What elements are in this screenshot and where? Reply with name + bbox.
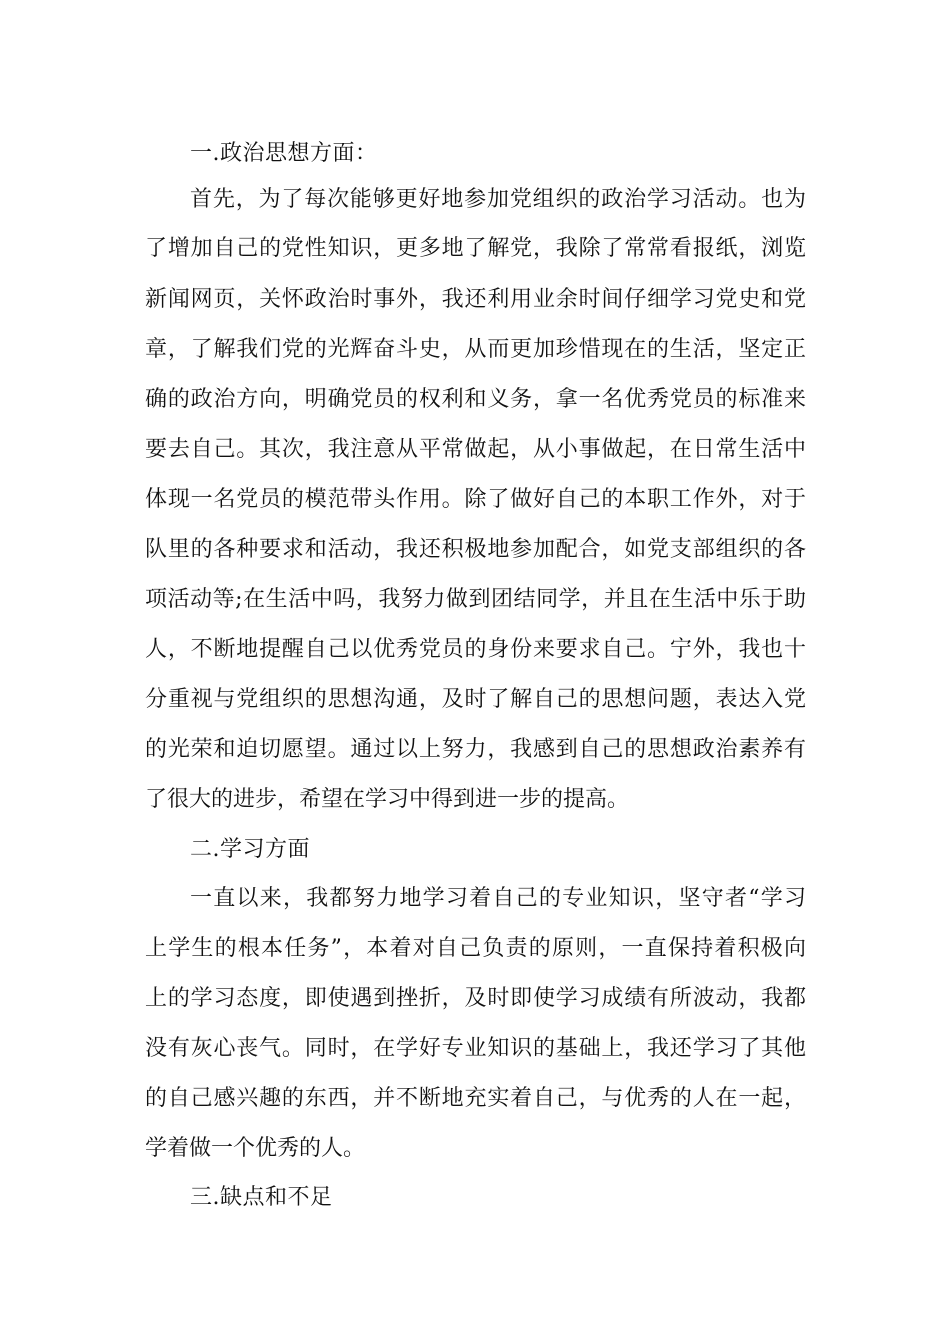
paragraph-line: 章，了解我们党的光辉奋斗史，从而更加珍惜现在的生活，坚定正 (145, 337, 806, 362)
paragraph-line: 学着做一个优秀的人。 (145, 1136, 366, 1161)
section-heading: 三.缺点和不足 (190, 1185, 333, 1210)
paragraph-line: 了增加自己的党性知识，更多地了解党，我除了常常看报纸，浏览 (145, 236, 806, 261)
section-heading: 二.学习方面 (190, 837, 310, 862)
paragraph-line: 了很大的进步，希望在学习中得到进一步的提高。 (145, 787, 630, 812)
paragraph-line: 的自己感兴趣的东西，并不断地充实着自己，与优秀的人在一起， (145, 1086, 806, 1111)
paragraph-line: 的光荣和迫切愿望。通过以上努力，我感到自己的思想政治素养有 (145, 737, 806, 762)
paragraph-line: 新闻网页，关怀政治时事外，我还利用业余时间仔细学习党史和党 (145, 287, 806, 312)
paragraph-line: 项活动等;在生活中吗，我努力做到团结同学，并且在生活中乐于助 (145, 587, 806, 612)
paragraph-line: 首先，为了每次能够更好地参加党组织的政治学习活动。也为 (190, 187, 806, 212)
paragraph-line: 没有灰心丧气。同时，在学好专业知识的基础上，我还学习了其他 (145, 1036, 806, 1061)
paragraph-line: 队里的各种要求和活动，我还积极地参加配合，如党支部组织的各 (145, 537, 806, 562)
paragraph-line: 一直以来，我都努力地学习着自己的专业知识，坚守者“学习 (190, 886, 806, 911)
paragraph-line: 体现一名党员的模范带头作用。除了做好自己的本职工作外，对于 (145, 487, 806, 512)
paragraph-line: 要去自己。其次，我注意从平常做起，从小事做起，在日常生活中 (145, 437, 806, 462)
paragraph-line: 人，不断地提醒自己以优秀党员的身份来要求自己。宁外，我也十 (145, 637, 806, 662)
paragraph-line: 确的政治方向，明确党员的权利和义务，拿一名优秀党员的标准来 (145, 387, 806, 412)
paragraph-line: 上的学习态度，即使遇到挫折，及时即使学习成绩有所波动，我都 (145, 986, 806, 1011)
paragraph-line: 上学生的根本任务”，本着对自己负责的原则，一直保持着积极向 (145, 936, 806, 961)
section-heading: 一.政治思想方面： (190, 141, 378, 166)
paragraph-line: 分重视与党组织的思想沟通，及时了解自己的思想问题，表达入党 (145, 687, 806, 712)
